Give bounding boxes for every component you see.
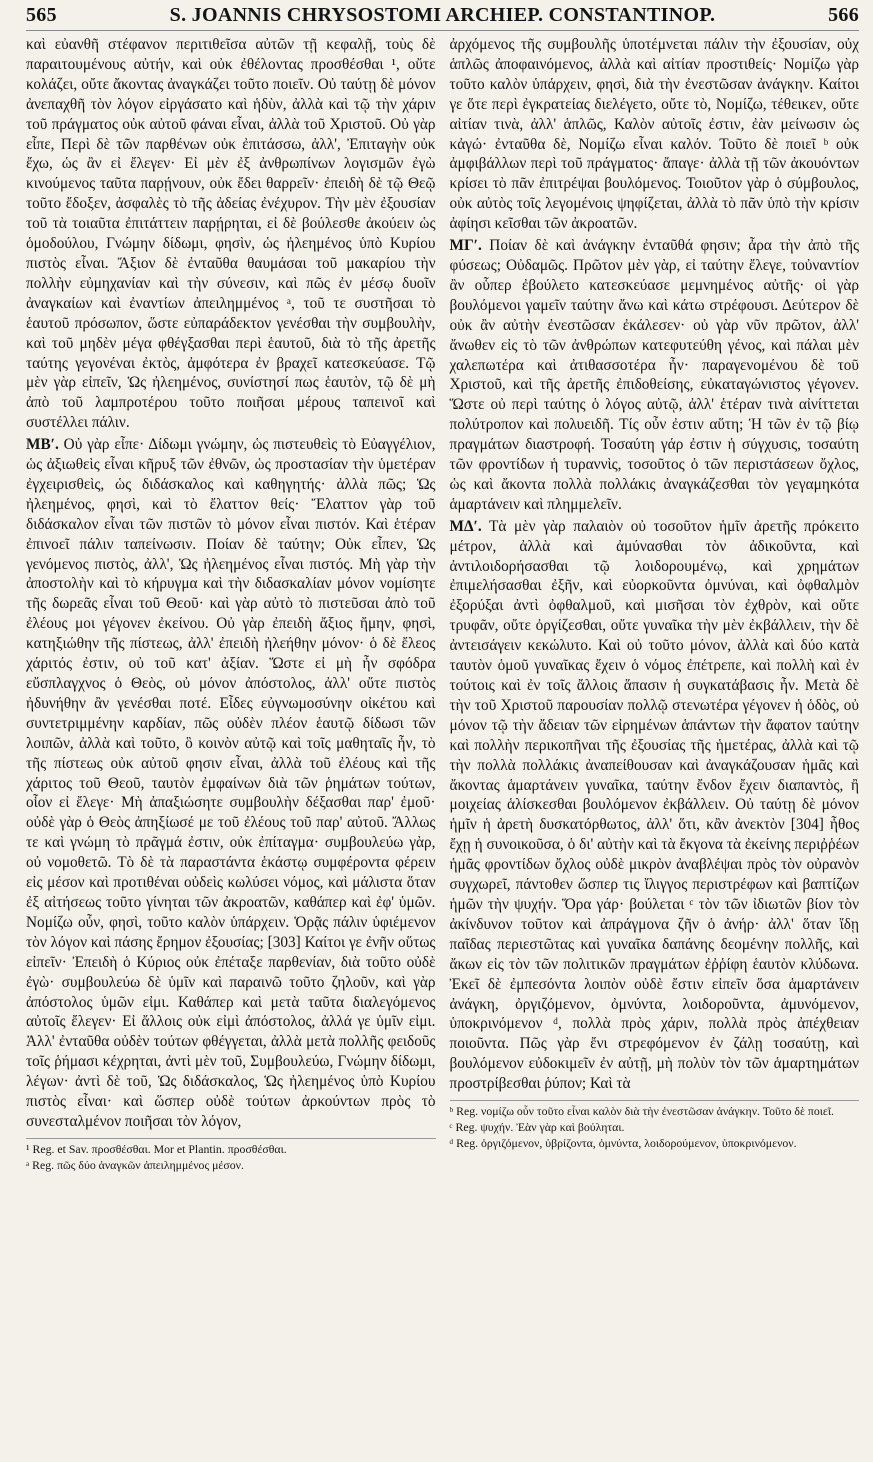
paragraph: ἀρχόμενος τῆς συμβουλῆς ὑποτέμνεται πάλιν τὴν ἐξουσίαν, οὐχ ἁπλῶς ἀποφαινόμενος, ἀλλὰ καὶ αἰτίαν προστιθείς· Νομίζω γὰρ τοῦτο καλὸν ὑπάρχειν, φησὶ, διὰ τὴν ἐνεστῶσαν ἀνάγκην. Καίτοι γε ὅτε περὶ ἐγκρατείας διελέγετο, οὔτε τὸ, Νομίζω, τέθεικεν, οὔτε αἰτίαν τινὰ, ἀλλ' ἁπλῶς, Καλὸν αὐτοῖς ἐστιν, ἐὰν μείνωσιν ὡς κἀγώ· ἐνταῦθα δὲ, Νομίζω εἶναι καλόν. Τοῦτο δὲ ποιεῖ ᵇ οὐκ ἀμφιβάλλων περὶ τοῦ πράγματος· ἄπαγε· ἀλλὰ τῇ τῶν ἀκουόντων κρίσει τὸ πᾶν ἐπιτρέψαι βουλόμενος. Τοιοῦτον γὰρ ὁ σύμβουλος, οὐκ αὐτὸς τοῖς λεγομένοις ψηφίζεται, ἀλλὰ τὸ πᾶν ὑπὸ τὴν κρίσιν ἀφίησι κεῖσθαι τῶν ἀκροατῶν. xyxy=(449,36,859,233)
paragraph-text: Ποίαν δὲ καὶ ἀνάγκην ἐνταῦθά φησιν; ἆρα τὴν ἀπὸ τῆς φύσεως; Οὐδαμῶς. Πρῶτον μὲν γὰρ, εἰ ταύτην ἔλεγε, τοὐναντίον ἂν οὗπερ ἐβούλετο κατεσκεύασε μεμνημένος αὐτῆς· οἱ γὰρ βουλόμενοι γαμεῖν ταύτην ἄνω καὶ κάτω στρέφουσι. Δεύτερον δὲ οὐκ ἂν αὐτὴν ἐνεστῶσαν ἐκάλεσεν· οὐ γὰρ νῦν πρῶτον, ἀλλ' ἄνωθεν εἰς τὸ τῶν ἀνθρώπων κατεφυτεύθη γένος, καὶ πάλαι μὲν χαλεπωτέρα καὶ ἀτιθασσοτέρα ἦν· παραγενομένου δὲ τοῦ Χριστοῦ, καὶ τῆς ἀρετῆς ἐπιδοθείσης, εὐκαταγώνιστος γέγονεν. Ὥστε οὐ περὶ ταύτης ὁ λόγος αὐτῷ, ἀλλ' ἑτέραν τινὰ αἰνίττεται πολύτροπον καὶ πολυειδῆ. Τίς οὖν ἐστιν αὕτη; Ἡ τῶν ἐν τῷ βίῳ πραγμάτων διαστροφή. Τοσαύτη γάρ ἐστιν ἡ σύγχυσις, τοσαύτη τῶν φροντίδων ἡ τυραννὶς, τοσοῦτος ὁ τῶν περιστάσεων ὄχλος, ὡς καὶ ἄκοντα πολλὰ πολλάκις ἀναγκάζεσθαι τὸν γεγαμηκότα ἁμαρτάνειν καὶ πλημμελεῖν. xyxy=(449,237,860,513)
right-column xyxy=(450,35,860,1172)
section-number: ΜΓʹ. xyxy=(449,237,482,255)
footnotes xyxy=(26,1138,436,1172)
paragraph-text: Τὰ μὲν γὰρ παλαιὸν οὐ τοσοῦτον ἡμῖν ἀρετῆς πρόκειτο μέτρον, ἀλλὰ καὶ ἀμύνασθαι τὸν ἀδικοῦντα, καὶ ἀντιλοιδορήσασθαι τῷ λοιδορουμένῳ, καὶ χρημάτων ἐπιμελήσασθαι ἐξῆν, καὶ εὐορκοῦντα ὀμνύναι, καὶ ὀφθαλμὸν ἐξορύξαι ἀντὶ ὀφθαλμοῦ, καὶ μισῆσαι τὸν ἐχθρὸν, καὶ οὔτε τρυφᾶν, οὔτε ὀργίζεσθαι, οὔτε γυναῖκα τὴν μὲν ἐκβάλλειν, τὴν δὲ ἀντεισάγειν κεκώλυτο. Καὶ οὐ τοῦτο μόνον, ἀλλὰ καὶ δύο κατὰ ταυτὸν ὁμοῦ γυναῖκας ἔχειν ὁ νόμος ἐπέτρεπε, καὶ πολλὴ καὶ ἐν τούτοις καὶ ἐν τοῖς ἄλλοις ἅπασιν ἡ συγκατάβασις ἦν. Μετὰ δὲ τὴν τοῦ Χριστοῦ παρουσίαν πολλῷ στενωτέρα γέγονεν ἡ ὁδὸς, οὐ μόνον τῷ τὴν ἄδειαν τῶν εἰρημένων ἁπάντων τὴν ἄφατον ταύτην καὶ πολλὴν περικοπῆναι τῆς ἐξουσίας τῆς ἡμετέρας, ἀλλὰ καὶ τῷ τὴν πολλὰ πολλάκις ἀναπείθουσαν καὶ ἀναγκάζουσαν ἡμᾶς καὶ ἄκοντας ἁμαρτάνειν γυναῖκα, ταύτην ἔνδον ἔχειν διαπαντὸς, ἢ μοιχείας ἁλίσκεσθαι βουλόμενον ἐκβάλλειν. Οὐ ταύτῃ δὲ μόνον ἡμῖν ἡ ἀρετὴ δυσκατόρθωτος, ἀλλ' ὅτι, κἂν ἀνεκτὸν [304] ἦθος ἔχῃ ἡ συνοικοῦσα, ὁ δι' αὐτὴν καὶ τὰ ἔκγονα τὰ ἐκείνης περιῤῥέων ἡμᾶς φροντίδων ὄχλος οὐδὲ μικρὸν ἀναβλέψαι πρὸς τὸν οὐρανὸν συγχωρεῖ, πάντοθεν ὥσπερ τις ἴλιγγος περιστρέφων καὶ βαπτίζων ἡμῶν τὴν ψυχήν. Ὅρα γάρ· βούλεται ᶜ τὸν τῶν ἰδιωτῶν βίον τὸν ἀκίνδυνον τοῦτον καὶ ἀπράγμονα ζῆν ὁ ἀνήρ· ἀλλ' ὅταν ἴδῃ παῖδας περιεστῶτας καὶ γυναῖκα δαπάνης δεομένην πολλῆς, καὶ ἄκων εἰς τὸν τῶν πολιτικῶν πραγμάτων ἐῤῥίφη ἑαυτὸν κλύδωνα. Ἐκεῖ δὲ ἐμπεσόντα λοιπὸν οὐδὲ ἔστιν εἰπεῖν ὅσα ἁμαρτάνειν ἀνάγκη, ὀργιζόμενον, ὀμνύντα, λοιδοροῦντα, ἀμυνόμενον, ὑποκρινόμενον ᵈ, πολλὰ πρὸς χάριν, πολλὰ πρὸς ἀπέχθειαν ποιοῦντα. Πῶς γὰρ ἔνι στρεφόμενον ἐν ζάλῃ τοσαύτῃ, καὶ βουλόμενον εὐδοκιμεῖν ἐν αὐτῇ, μὴ πολὺν τὸν τῶν ἁμαρτημάτων προστρίβεσθαι ῥύπον; Καὶ τὰ xyxy=(449,517,859,1093)
running-head xyxy=(26,4,859,31)
footnote: ᵇ Reg. νομίζω οὖν τοῦτο εἶναι καλὸν διὰ τὴν ἐνεστῶσαν ἀνάγκην. Τοῦτο δὲ ποιεῖ. xyxy=(449,1104,834,1119)
paragraph xyxy=(450,236,860,515)
footnotes xyxy=(450,1100,860,1150)
section-number: ΜΒʹ. xyxy=(26,436,59,454)
paragraph-text: Οὐ γὰρ εἶπε· Δίδωμι γνώμην, ὡς πιστευθεὶς τὸ Εὐαγγέλιον, ὡς ἀξιωθεὶς εἶναι κῆρυξ τῶν ἐθνῶν, ὡς προστασίαν τὴν ὑμετέραν ἐγχειρισθεὶς, ὡς διδάσκαλος καὶ καθηγητής· ἀλλὰ πῶς; Ὡς ἠλεημένος, φησὶ, καὶ τὸ ἔλαττον θείς· Ἔλαττον γὰρ τοῦ διδάσκαλον εἶναι τῶν πιστῶν τὸ μόνον εἶναι πιστόν. Καὶ ἑτέραν ἐπινοεῖ πάλιν ταπείνωσιν. Ποίαν δὲ ταύτην; Οὐκ εἶπεν, Ὡς γενόμενος πιστὸς, ἀλλ', Ὡς ἠλεημένος εἶναι πιστός. Μὴ γὰρ τὴν ἀποστολὴν καὶ τὸ κήρυγμα καὶ τὴν διδασκαλίαν μόνον νομίσητε τῆς δωρεᾶς εἶναι τοῦ Θεοῦ· καὶ γὰρ αὐτὸ τὸ πιστεῦσαι ἀπὸ τοῦ ἐλέους μοι γέγονεν ἐκείνου. Οὐ γὰρ ἐπειδὴ ἄξιος ἤμην, φησὶ, κατηξιώθην τῆς πίστεως, ἀλλ' ἐπειδὴ ἠλεήθην μόνον· ὁ δὲ ἔλεος χάριτός ἐστιν, οὐ τοῦ κατ' ἀξίαν. Ὥστε εἰ μὴ ἦν σφόδρα εὔσπλαγχνος ὁ Θεὸς, οὐ μόνον ἀπόστολος, ἀλλ' οὔτε πιστὸς ἠδυνήθην ἂν γενέσθαι ποτέ. Εἶδες εὐγνωμοσύνην οἰκέτου καὶ συντετριμμένην καρδίαν, πῶς οὐδὲν πλέον ἑαυτῷ δίδωσι τῶν λοιπῶν, ἀλλὰ καὶ τοῦτο, ὃ κοινὸν αὐτῷ καὶ τοῖς μαθηταῖς ἦν, τὸ τῆς πίστεως οὐκ αὐτοῦ φησιν εἶναι, ἀλλὰ τοῦ ἐλέους καὶ τῆς χάριτος τοῦ Θεοῦ, ταυτὸν ἐμφαίνων διὰ τῶν ῥημάτων τούτων, οἷον εἰ ἔλεγε· Μὴ ἀπαξιώσητε συμβουλὴν δέξασθαι παρ' ἐμοῦ· οὐδὲ γὰρ ὁ Θεὸς ἀπηξίωσέ με τοῦ ἐλέους τοῦ παρ' αὐτοῦ. Ἄλλως τε καὶ γνώμη τὸ πρᾶγμά ἐστιν, οὐκ ἐπίταγμα· συμβουλεύω γὰρ, οὐ νομοθετῶ. Τὸ δὲ τὰ παραστάντα ἑκάστῳ συμφέροντα φέρειν εἰς μέσον καὶ προτιθέναι οὐδεὶς κωλύσει νόμος, καὶ μάλιστα ὅταν ἐξ αἰτήσεως τοῦτο γίνηται τῶν ἀκροατῶν, καθάπερ καὶ ἐφ' ὑμῶν. Νομίζω οὖν, φησὶ, τοῦτο καλὸν ὑπάρχειν. Ὁρᾷς πάλιν ὑφιέμενον τὸν λόγον καὶ πάσης ἔρημον ἐξουσίας; [303] Καίτοι γε ἐνῆν οὕτως εἰπεῖν· Ἐπειδὴ ὁ Κύριος οὐκ ἐπέταξε παρθενίαν, διὰ τοῦτο οὐδὲ ἐγὼ· συμβουλεύω δὲ ὑμῖν καὶ παραινῶ τοῦτο ζηλοῦν, καὶ γὰρ ἀπόστολος ὑμῶν εἰμι. Καθάπερ καὶ μετὰ ταῦτα διαλεγόμενος αὐτοῖς ἔλεγεν· Εἰ ἄλλοις οὐκ εἰμὶ ἀπόστολος, ἀλλά γε ὑμῖν εἰμι. Ἀλλ' ἐνταῦθα οὐδὲν τούτων φθέγγεται, ἀλλὰ μετὰ πολλῆς φειδοῦς τοῖς ῥήμασι κέχρηται, ἀντὶ μὲν τοῦ, Συμβουλεύω, Γνώμην δίδωμι, λέγων· ἀντὶ δὲ τοῦ, Ὡς διδάσκαλος, Ὡς ἠλεημένος ὑπὸ Κυρίου πιστὸς εἶναι· καὶ ὥσπερ οὐδὲ τούτων ἀρκούντων πρὸς τὸ συνεσταλμένον ποιῆσαι τὸν λόγον, xyxy=(26,436,436,1130)
text-columns xyxy=(26,35,859,1172)
paragraph xyxy=(450,517,860,1094)
footnote: ᶜ Reg. ψυχήν. Ἐὰν γὰρ καὶ βούληται. xyxy=(449,1120,625,1135)
left-column xyxy=(26,35,436,1172)
footnote: ᵃ Reg. πῶς δύο ἀναγκῶν ἀπειλημμένος μέσον. xyxy=(26,1157,244,1172)
footnote: ¹ Reg. et Sav. προσθέσθαι. Mor et Plantin. προσθέσθαι. xyxy=(26,1141,287,1156)
page-number-right: 566 xyxy=(828,4,859,26)
paragraph: καὶ εὐανθῆ στέφανον περιτιθεῖσα αὐτῶν τῇ κεφαλῇ, τοὺς δὲ παραιτουμένους αὐτήν, καὶ οὐκ ἐθέλοντας προσθέσθαι ¹, οὔτε κολάζει, οὔτε ἄκοντας ἀναγκάζει τοῦτο ποιεῖν. Οὐ ταύτῃ δὲ μόνον ἀνεπαχθῆ τὸν λόγον εἰργάσατο καὶ ἡδὺν, ἀλλὰ καὶ τῷ τὴν χάριν τοῦ πράγματος οὐκ αὐτοῦ φάναι εἶναι, ἀλλὰ τοῦ Χριστοῦ. Οὐ γὰρ εἶπε, Περὶ δὲ τῶν παρθένων οὐκ ἐπιτάσσω, ἀλλ', Ἐπιταγὴν οὐκ ἔχω, ὡς ἂν εἰ ἔλεγεν· Εἰ μὲν ἐξ ἀνθρωπίνων λογισμῶν ἐγὼ κινούμενος ταῦτα παρῄνουν, οὐκ ἔδει θαρρεῖν· ἐπειδὴ δὲ τῷ Θεῷ τοῦτο ἔδοξεν, ἀσφαλὲς τὸ τῆς ἀδείας ἐνέχυρον. Τὴν μὲν ἐξουσίαν τοῦ τὰ τοιαῦτα ἐπιτάττειν παρῄρηται, εἰ δὲ βούλεσθε ἀκούειν ὡς ὁμοδούλου, Γνώμην δίδωμι, φησὶν, ὡς ἠλεημένος ὑπὸ Κυρίου πιστὸς εἶναι. Ἄξιον δὲ ἐνταῦθα θαυμάσαι τοῦ μακαρίου τὴν πολλὴν εὐμηχανίαν καὶ τὴν σύνεσιν, καὶ πῶς ἐν μέσῳ δυοῖν ἀναγκαίων καὶ ἐναντίων ἀπειλημμένος ᵃ, τοῦ τε συστῆσαι τὸ ἑαυτοῦ πρόσωπον, ὥστε εὐπαράδεκτον γενέσθαι τὴν συμβουλὴν, καὶ τοῦ μηδὲν μέγα φθέγξασθαι περὶ ἑαυτοῦ, διὰ τὸ τῆς ἀρετῆς ταύτης γεγονέναι ἐκτὸς, ἀμφότερα ἐν βραχεῖ κατεσκεύασε. Τῷ μὲν γὰρ εἰπεῖν, Ὡς ἠλεημένος, συνίστησί πως ἑαυτὸν, τῷ δὲ μὴ ἀπὸ τοῦ λαμπροτέρου τοῦτο ποιῆσαι μέρους ταπεινοῖ καὶ συστέλλει πάλιν. xyxy=(26,36,436,432)
section-number: ΜΔʹ. xyxy=(449,517,482,535)
footnote: ᵈ Reg. ὀργιζόμενον, ὑβρίζοντα, ὀμνύντα, λοιδορούμενον, ὑποκρινόμενον. xyxy=(449,1136,797,1151)
paragraph xyxy=(26,435,436,1132)
page-number-left: 565 xyxy=(26,4,57,26)
running-title: S. JOANNIS CHRYSOSTOMI ARCHIEP. CONSTANTINOP. xyxy=(169,4,716,26)
